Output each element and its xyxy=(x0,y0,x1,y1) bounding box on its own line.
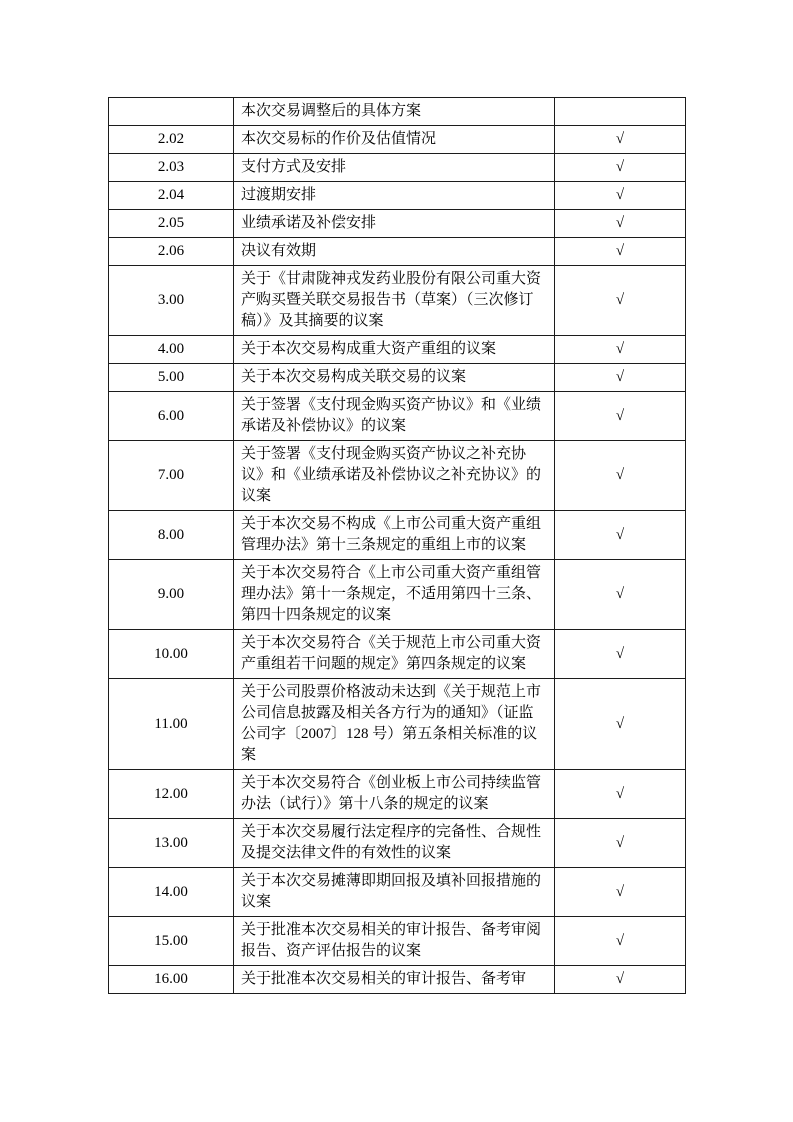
row-title-cell: 关于批准本次交易相关的审计报告、备考审 xyxy=(234,966,555,994)
row-number-cell: 4.00 xyxy=(109,336,234,364)
row-title-cell: 关于批准本次交易相关的审计报告、备考审阅报告、资产评估报告的议案 xyxy=(234,917,555,966)
checkmark-cell: √ xyxy=(555,966,686,994)
checkmark-cell: √ xyxy=(555,917,686,966)
row-number-cell: 8.00 xyxy=(109,511,234,560)
row-number-cell: 16.00 xyxy=(109,966,234,994)
checkmark-cell: √ xyxy=(555,819,686,868)
resolution-table-body xyxy=(109,98,686,994)
table-row xyxy=(109,966,686,994)
checkmark-cell: √ xyxy=(555,441,686,511)
table-row xyxy=(109,210,686,238)
checkmark-cell: √ xyxy=(555,210,686,238)
checkmark-cell: √ xyxy=(555,364,686,392)
checkmark-cell: √ xyxy=(555,560,686,630)
checkmark-cell: √ xyxy=(555,126,686,154)
row-title-cell: 决议有效期 xyxy=(234,238,555,266)
row-title-cell: 关于公司股票价格波动未达到《关于规范上市公司信息披露及相关各方行为的通知》（证监公司字〔2007〕128 号）第五条相关标准的议案 xyxy=(234,679,555,770)
table-row xyxy=(109,630,686,679)
table-row xyxy=(109,154,686,182)
row-title-cell: 关于本次交易符合《上市公司重大资产重组管理办法》第十一条规定，不适用第四十三条、第四十四条规定的议案 xyxy=(234,560,555,630)
table-row xyxy=(109,511,686,560)
checkmark-cell: √ xyxy=(555,238,686,266)
row-number-cell: 6.00 xyxy=(109,392,234,441)
row-number-cell: 11.00 xyxy=(109,679,234,770)
table-row xyxy=(109,392,686,441)
row-number-cell: 7.00 xyxy=(109,441,234,511)
checkmark-cell: √ xyxy=(555,770,686,819)
row-title-cell: 关于本次交易构成关联交易的议案 xyxy=(234,364,555,392)
resolution-table xyxy=(108,97,686,994)
table-row xyxy=(109,441,686,511)
table-row xyxy=(109,336,686,364)
checkmark-cell: √ xyxy=(555,392,686,441)
row-number-cell: 10.00 xyxy=(109,630,234,679)
row-title-cell: 本次交易调整后的具体方案 xyxy=(234,98,555,126)
row-number-cell: 2.06 xyxy=(109,238,234,266)
row-title-cell: 业绩承诺及补偿安排 xyxy=(234,210,555,238)
checkmark-cell: √ xyxy=(555,868,686,917)
row-title-cell: 本次交易标的作价及估值情况 xyxy=(234,126,555,154)
checkmark-cell: √ xyxy=(555,679,686,770)
row-title-cell: 关于《甘肃陇神戎发药业股份有限公司重大资产购买暨关联交易报告书（草案）（三次修订稿）》及其摘要的议案 xyxy=(234,266,555,336)
checkmark-cell: √ xyxy=(555,182,686,210)
checkmark-cell: √ xyxy=(555,630,686,679)
row-title-cell: 过渡期安排 xyxy=(234,182,555,210)
row-number-cell: 2.04 xyxy=(109,182,234,210)
table-row xyxy=(109,917,686,966)
table-row xyxy=(109,679,686,770)
row-number-cell: 2.02 xyxy=(109,126,234,154)
row-number-cell: 2.05 xyxy=(109,210,234,238)
row-title-cell: 关于本次交易符合《关于规范上市公司重大资产重组若干问题的规定》第四条规定的议案 xyxy=(234,630,555,679)
row-title-cell: 关于本次交易摊薄即期回报及填补回报措施的议案 xyxy=(234,868,555,917)
checkmark-cell xyxy=(555,98,686,126)
row-title-cell: 关于本次交易构成重大资产重组的议案 xyxy=(234,336,555,364)
row-number-cell: 5.00 xyxy=(109,364,234,392)
row-title-cell: 支付方式及安排 xyxy=(234,154,555,182)
row-title-cell: 关于签署《支付现金购买资产协议》和《业绩承诺及补偿协议》的议案 xyxy=(234,392,555,441)
row-title-cell: 关于本次交易符合《创业板上市公司持续监管办法（试行）》第十八条的规定的议案 xyxy=(234,770,555,819)
row-title-cell: 关于本次交易不构成《上市公司重大资产重组管理办法》第十三条规定的重组上市的议案 xyxy=(234,511,555,560)
table-row xyxy=(109,560,686,630)
table-row xyxy=(109,266,686,336)
checkmark-cell: √ xyxy=(555,154,686,182)
row-number-cell xyxy=(109,98,234,126)
row-number-cell: 9.00 xyxy=(109,560,234,630)
checkmark-cell: √ xyxy=(555,266,686,336)
row-title-cell: 关于本次交易履行法定程序的完备性、合规性及提交法律文件的有效性的议案 xyxy=(234,819,555,868)
table-row xyxy=(109,819,686,868)
row-number-cell: 2.03 xyxy=(109,154,234,182)
row-number-cell: 13.00 xyxy=(109,819,234,868)
row-number-cell: 12.00 xyxy=(109,770,234,819)
row-number-cell: 15.00 xyxy=(109,917,234,966)
table-row xyxy=(109,182,686,210)
table-row xyxy=(109,126,686,154)
row-number-cell: 3.00 xyxy=(109,266,234,336)
table-row xyxy=(109,238,686,266)
table-row xyxy=(109,98,686,126)
table-row xyxy=(109,364,686,392)
row-number-cell: 14.00 xyxy=(109,868,234,917)
checkmark-cell: √ xyxy=(555,511,686,560)
row-title-cell: 关于签署《支付现金购买资产协议之补充协议》和《业绩承诺及补偿协议之补充协议》的议案 xyxy=(234,441,555,511)
table-row xyxy=(109,868,686,917)
table-row xyxy=(109,770,686,819)
checkmark-cell: √ xyxy=(555,336,686,364)
